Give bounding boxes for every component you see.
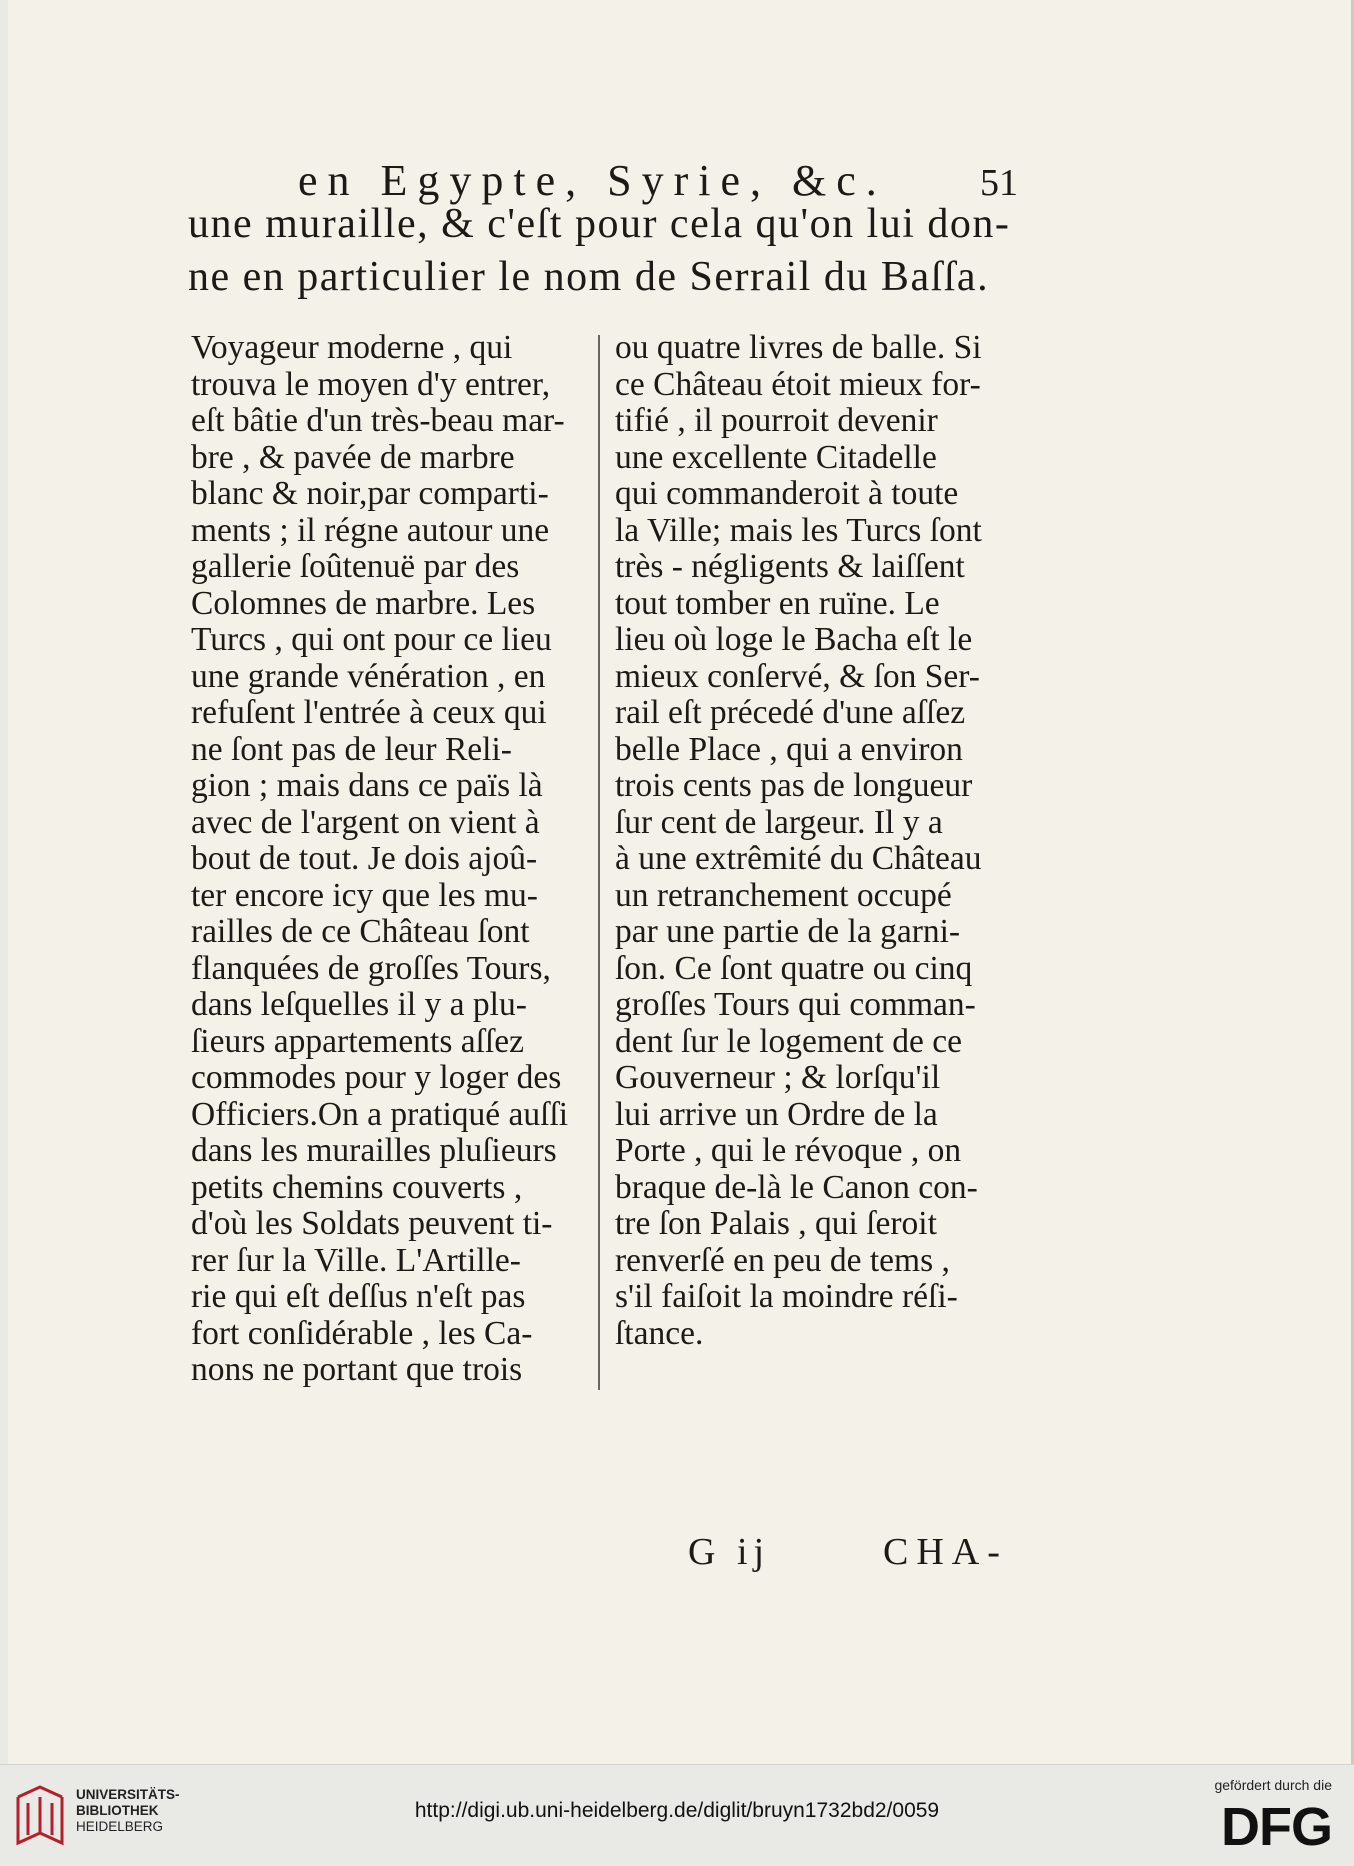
page-number: 51 xyxy=(980,162,1018,204)
text-line: lieu où loge le Bacha eſt le xyxy=(615,621,973,658)
library-name-line: HEIDELBERG xyxy=(76,1819,164,1834)
text-line: une excellente Citadelle xyxy=(615,438,937,476)
book-page xyxy=(8,0,1354,1764)
text-line: dans leſquelles il y a plu- xyxy=(191,986,527,1023)
text-line: une grande vénération , en xyxy=(191,657,546,695)
column-divider xyxy=(598,335,600,1390)
signature-mark: G ij xyxy=(688,1531,771,1573)
text-line: dans les murailles pluſieurs xyxy=(191,1132,557,1169)
text-line: très - négligents & laiſſent xyxy=(615,548,965,585)
lead-line-2: ne en particulier le nom de Serrail du Baſſa. xyxy=(188,254,990,300)
text-line: bout de tout. Je dois ajoû- xyxy=(191,840,538,877)
text-line: ou quatre livres de balle. Si xyxy=(615,329,982,366)
right-text-column xyxy=(615,330,1010,1352)
lead-line-1: une muraille, & c'eſt pour cela qu'on lui don- xyxy=(188,201,1011,247)
text-line: flanquées de groſſes Tours, xyxy=(191,949,551,987)
text-line: belle Place , qui a environ xyxy=(615,730,963,768)
text-line: à une extrêmité du Château xyxy=(615,840,982,877)
text-line: tifié , il pourroit devenir xyxy=(615,402,938,439)
library-name-line: UNIVERSITÄTS- xyxy=(76,1787,180,1802)
text-line: ce Château étoit mieux for- xyxy=(615,365,981,403)
dfg-logo: DFG xyxy=(1221,1797,1332,1857)
text-line: trouva le moyen d'y entrer, xyxy=(191,365,551,403)
text-line: fort conſidérable , les Ca- xyxy=(191,1314,533,1352)
text-line: ter encore icy que les mu- xyxy=(191,876,538,914)
text-line: avec de l'argent on vient à xyxy=(191,803,540,841)
text-line: ſur cent de largeur. Il y a xyxy=(615,803,943,841)
text-line: rer ſur la Ville. L'Artille- xyxy=(191,1241,521,1279)
funded-by-label: gefördert durch die xyxy=(1214,1777,1332,1793)
text-line: d'où les Soldats peuvent ti- xyxy=(191,1205,553,1242)
text-line: dent ſur le logement de ce xyxy=(615,1022,962,1060)
permalink-url[interactable]: http://digi.ub.uni-heidelberg.de/diglit/bruyn1732bd2/0059 xyxy=(414,1799,940,1822)
running-title: en Egypte, Syrie, &c. xyxy=(298,156,887,205)
text-line: tout tomber en ruïne. Le xyxy=(615,584,940,622)
text-line: s'il faiſoit la moindre réſi- xyxy=(615,1278,958,1315)
text-line: mieux conſervé, & ſon Ser- xyxy=(615,657,980,695)
text-line: qui commanderoit à toute xyxy=(615,475,959,512)
text-line: eſt bâtie d'un très-beau mar- xyxy=(191,402,565,439)
library-name-line: BIBLIOTHEK xyxy=(76,1803,159,1818)
text-line: rie qui eſt deſſus n'eſt pas xyxy=(191,1278,526,1315)
text-line: ſon. Ce ſont quatre ou cinq xyxy=(615,949,973,987)
text-line: braque de-là le Canon con- xyxy=(615,1168,978,1206)
text-line: Officiers.On a pratiqué auſſi xyxy=(191,1095,569,1133)
text-line: gallerie ſoûtenuë par des xyxy=(191,548,520,585)
text-line: petits chemins couverts , xyxy=(191,1168,523,1206)
text-line: Voyageur moderne , qui xyxy=(191,329,513,366)
text-line: lui arrive un Ordre de la xyxy=(615,1095,938,1133)
text-line: nons ne portant que trois xyxy=(191,1351,523,1388)
text-line: bre , & pavée de marbre xyxy=(191,438,515,476)
text-line: Gouverneur ; & lorſqu'il xyxy=(615,1059,941,1096)
text-line: trois cents pas de longueur xyxy=(615,767,973,804)
text-line: la Ville; mais les Turcs ſont xyxy=(615,511,982,549)
text-line: groſſes Tours qui comman- xyxy=(615,986,976,1023)
left-text-column xyxy=(191,330,586,1389)
text-line: Turcs , qui ont pour ce lieu xyxy=(191,621,552,658)
text-line: tre ſon Palais , qui ſeroit xyxy=(615,1205,937,1242)
text-line: renverſé en peu de tems , xyxy=(615,1241,950,1279)
text-line: gion ; mais dans ce païs là xyxy=(191,767,543,804)
text-line: ne ſont pas de leur Reli- xyxy=(191,730,512,768)
text-line: rail eſt précedé d'une aſſez xyxy=(615,694,966,731)
text-line: commodes pour y loger des xyxy=(191,1059,562,1096)
text-line: Colomnes de marbre. Les xyxy=(191,584,536,622)
text-line: ſtance. xyxy=(615,1314,704,1352)
text-line: un retranchement occupé xyxy=(615,876,952,914)
text-line: Porte , qui le révoque , on xyxy=(615,1132,962,1169)
text-line: par une partie de la garni- xyxy=(615,913,961,950)
text-line: railles de ce Château ſont xyxy=(191,913,530,950)
text-line: blanc & noir,par comparti- xyxy=(191,475,549,512)
catchword: CHA- xyxy=(883,1531,1008,1573)
text-line: ments ; il régne autour une xyxy=(191,511,550,549)
text-line: refuſent l'entrée à ceux qui xyxy=(191,694,547,731)
text-line: ſieurs appartements aſſez xyxy=(191,1022,524,1060)
